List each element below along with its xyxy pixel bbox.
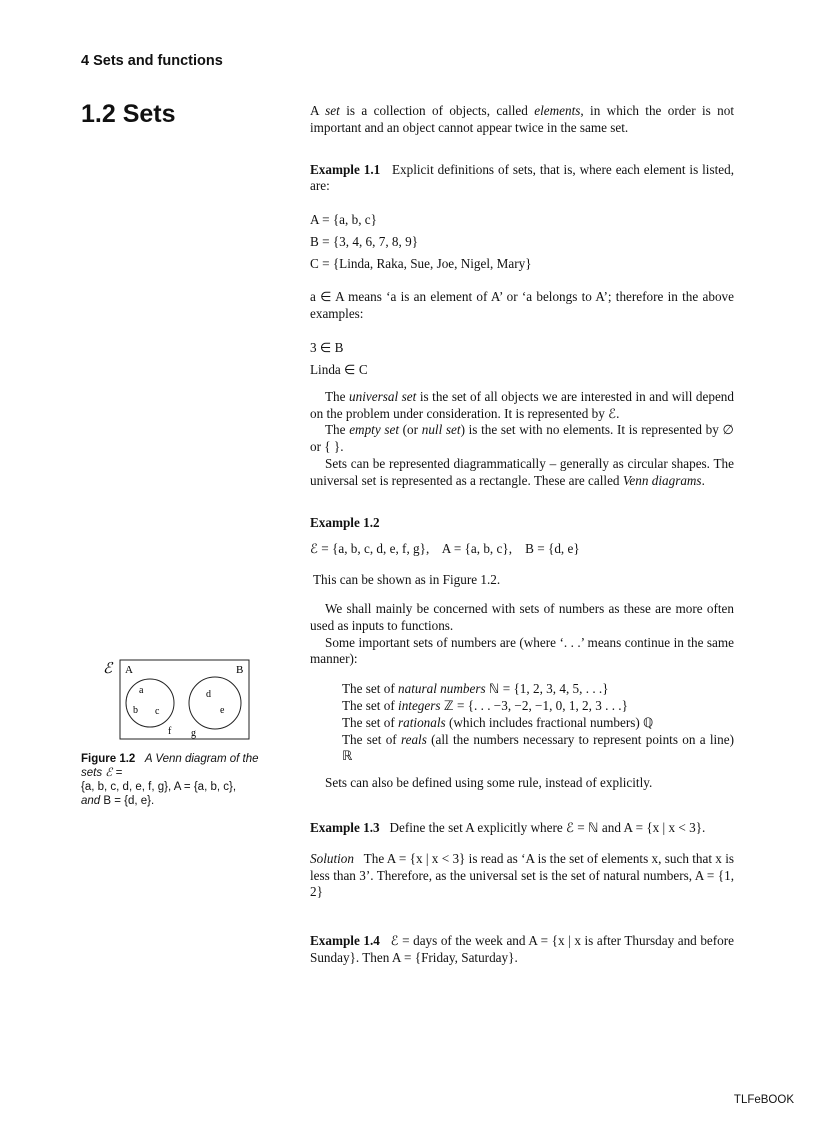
numbers-paragraph-1: We shall mainly be concerned with sets of numbers as these are more often used as inputs to functions.	[310, 600, 734, 633]
example-1-1-text: Explicit definitions of sets, that is, where each element is listed, are:	[310, 161, 734, 194]
example-1-3-label: Example 1.3	[310, 819, 380, 835]
nat-post: ℕ = {1, 2, 3, 4, 5, . . .}	[485, 681, 609, 697]
caption-line-1	[81, 752, 261, 780]
integers-line	[342, 698, 734, 715]
universal-set-symbol: ℰ	[103, 661, 113, 677]
caption-and: and	[81, 795, 101, 807]
example-1-2-title: Example 1.2	[310, 514, 380, 530]
caption-text-1: A Venn diagram of the sets ℰ =	[81, 753, 259, 779]
example-1-1	[310, 162, 734, 196]
intro-text-2: is a collection of objects, called	[339, 103, 535, 118]
running-head: 4 Sets and functions	[81, 53, 223, 69]
intro-text-1: A	[310, 103, 326, 118]
footer-watermark: TLFeBOOK	[733, 1094, 794, 1106]
int-post: ℤ = {. . . −3, −2, −1, 0, 1, 2, 3 . . .}	[440, 697, 628, 713]
universal-text-2: is the set of all objects we are interested in and will depend on the problem under consideration. It is represented by ℰ.	[310, 388, 734, 421]
numbers-paragraph-2: Some important sets of numbers are (where ‘. . .’ means continue in the same manner):	[310, 634, 734, 667]
universal-set-rectangle	[120, 660, 249, 739]
empty-text-3: ) is the set with no elements. It is represented by ∅ or { }.	[310, 422, 734, 455]
example-1-2-figure-ref: This can be shown as in Figure 1.2.	[313, 572, 501, 588]
element-d: d	[206, 689, 211, 700]
element-g: g	[191, 728, 196, 739]
venn-text-2: .	[701, 472, 705, 488]
main-text-column	[310, 103, 734, 967]
membership-example-1: 3 ∈ B	[310, 339, 344, 355]
intro-text-3: , in which the order is not important and an object cannot appear twice in the same set.	[310, 103, 734, 135]
rule-paragraph: Sets can also be defined using some rule, instead of explicitly.	[325, 775, 653, 791]
term-reals: reals	[400, 731, 427, 747]
term-null-set: null set	[421, 422, 461, 438]
term-rationals: rationals	[398, 714, 446, 730]
reals-line	[342, 732, 734, 766]
rat-post: (which includes fractional numbers) ℚ	[445, 714, 654, 730]
empty-set-paragraph	[310, 422, 734, 456]
term-integers: integers	[398, 697, 441, 713]
term-elements: elements	[534, 103, 581, 118]
example-1-2-label	[310, 515, 734, 532]
membership-examples	[310, 337, 734, 381]
int-pre: The set of	[342, 697, 399, 713]
element-e: e	[220, 705, 225, 716]
number-sets-list	[342, 681, 734, 765]
real-post: (all the numbers necessary to represent points on a line) ℝ	[342, 731, 734, 764]
element-c: c	[155, 706, 160, 717]
venn-text-1: Sets can be represented diagrammatically – generally as circular shapes. The universal set is represented as a rectangle. These are called	[310, 455, 734, 488]
set-a-label: A	[125, 664, 133, 676]
example-1-4-label: Example 1.4	[310, 933, 380, 949]
term-venn-diagrams: Venn diagrams	[622, 472, 702, 488]
element-a: a	[139, 685, 144, 696]
membership-paragraph: a ∈ A means ‘a is an element of A’ or ‘a belongs to A’; therefore in the above examples:	[310, 289, 734, 321]
term-universal-set: universal set	[349, 388, 417, 404]
example-1-1-sets	[310, 209, 734, 275]
empty-text-2: (or	[399, 422, 422, 438]
nat-pre: The set of	[342, 681, 399, 697]
term-empty-set: empty set	[349, 422, 399, 438]
universal-set-paragraph	[310, 389, 734, 423]
intro-paragraph	[310, 103, 734, 137]
caption-label: Figure 1.2	[81, 753, 136, 765]
section-title: 1.2 Sets	[81, 100, 176, 128]
set-a-circle	[126, 679, 174, 727]
example-1-1-label: Example 1.1	[310, 161, 381, 177]
term-natural-numbers: natural numbers	[398, 681, 486, 697]
set-b-circle	[189, 677, 241, 729]
example-1-4	[310, 933, 734, 967]
empty-text-1: The	[325, 422, 350, 438]
venn-intro-paragraph	[310, 456, 734, 490]
venn-diagram	[103, 657, 251, 741]
set-a-definition: A = {a, b, c}	[310, 212, 377, 228]
set-b-definition: B = {3, 4, 6, 7, 8, 9}	[310, 234, 419, 250]
caption-text-3: B = {d, e}.	[100, 795, 155, 807]
example-1-4-text: ℰ = days of the week and A = {x | x is after Thursday and before Sunday}. Then A = {Friday, Saturday}.	[310, 933, 735, 965]
caption-line-2: {a, b, c, d, e, f, g}, A = {a, b, c},	[81, 781, 237, 793]
set-c-definition: C = {Linda, Raka, Sue, Joe, Nigel, Mary}	[310, 256, 532, 272]
caption-line-3	[81, 794, 261, 808]
universal-text-1: The	[325, 388, 350, 404]
rat-pre: The set of	[342, 714, 399, 730]
solution-text: The A = {x | x < 3} is read as ‘A is the set of elements x, such that x is less than 3’. Therefore, as the universal set is the set of natural numbers, A = {1, 2}	[310, 850, 735, 900]
rationals-line	[342, 715, 734, 732]
set-b-label: B	[236, 664, 244, 676]
membership-example-2: Linda ∈ C	[310, 361, 368, 377]
real-pre: The set of	[342, 731, 401, 747]
example-1-3-text: Define the set A explicitly where ℰ = ℕ and A = {x | x < 3}.	[389, 819, 706, 835]
example-1-3-solution	[310, 851, 734, 901]
example-1-2-sets: ℰ = {a, b, c, d, e, f, g}, A = {a, b, c}, B = {d, e}	[310, 541, 580, 557]
natural-numbers-line	[342, 681, 734, 698]
example-1-3	[310, 820, 734, 837]
figure-caption	[81, 752, 261, 808]
term-set: set	[325, 103, 340, 118]
element-f: f	[168, 726, 172, 737]
element-b: b	[133, 705, 138, 716]
solution-label: Solution	[310, 850, 354, 866]
